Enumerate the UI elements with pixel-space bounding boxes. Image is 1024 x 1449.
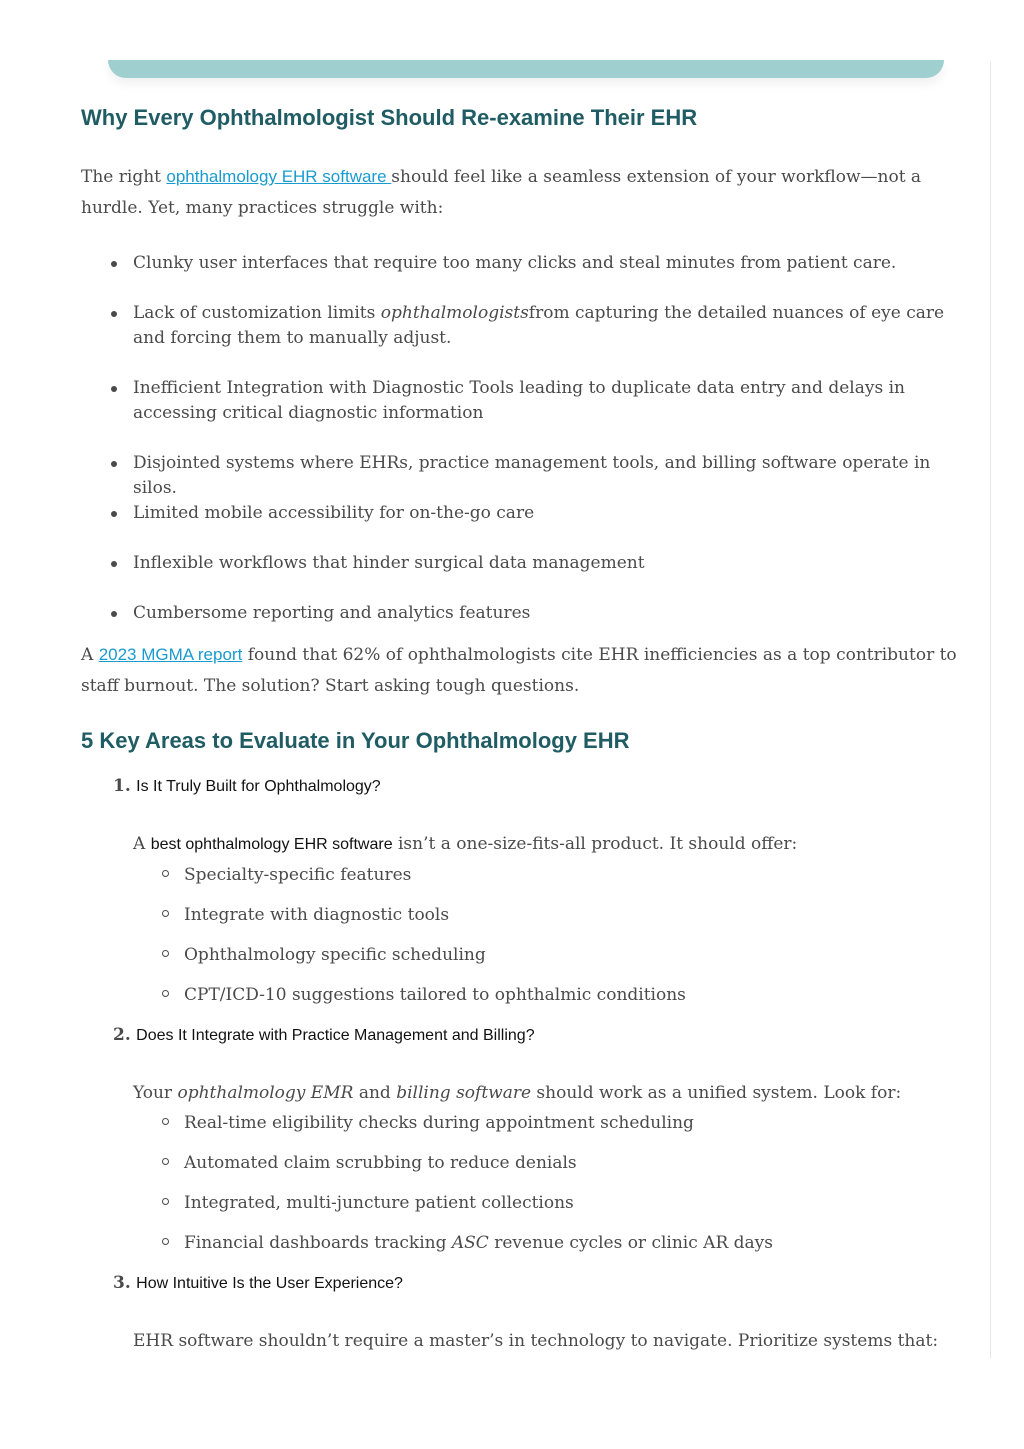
sub-list-item: Ophthalmology specific scheduling bbox=[184, 943, 944, 967]
list-item: Clunky user interfaces that require too many clicks and steal minutes from patient care. bbox=[133, 251, 953, 276]
section-title-why: Why Every Ophthalmologist Should Re-examine Their EHR bbox=[81, 105, 698, 130]
circle-bullet-icon bbox=[162, 950, 169, 957]
list-item: Lack of customization limits ophthalmologistsfrom capturing the detailed nuances of eye care and forcing them to manually adjust. bbox=[133, 301, 953, 351]
circle-bullet-icon bbox=[162, 1238, 169, 1245]
sub-list-item: Financial dashboards tracking ASC revenue cycles or clinic AR days bbox=[184, 1231, 944, 1255]
list-item: Cumbersome reporting and analytics features bbox=[133, 601, 953, 626]
mgma-report-link[interactable]: 2023 MGMA report bbox=[98, 645, 243, 664]
circle-bullet-icon bbox=[162, 1118, 169, 1125]
numbered-item-heading: 1. Is It Truly Built for Ophthalmology? bbox=[113, 776, 381, 796]
bullet-icon bbox=[111, 611, 117, 617]
section-title-key-areas: 5 Key Areas to Evaluate in Your Ophthalmology EHR bbox=[81, 728, 630, 753]
bullet-icon bbox=[111, 561, 117, 567]
ehr-software-link[interactable]: ophthalmology EHR software bbox=[166, 167, 392, 186]
bullet-icon bbox=[111, 461, 117, 467]
numbered-item-heading: 3. How Intuitive Is the User Experience? bbox=[113, 1273, 403, 1293]
sub-list-item: Automated claim scrubbing to reduce denials bbox=[184, 1151, 944, 1175]
circle-bullet-icon bbox=[162, 1158, 169, 1165]
header-banner bbox=[108, 60, 944, 78]
list-item: Inefficient Integration with Diagnostic Tools leading to duplicate data entry and delays in accessing critical diagnostic information bbox=[133, 376, 953, 426]
intro-paragraph bbox=[81, 161, 961, 224]
sub-list-item: Specialty-specific features bbox=[184, 863, 944, 887]
circle-bullet-icon bbox=[162, 870, 169, 877]
report-paragraph: A 2023 MGMA report found that 62% of ophthalmologists cite EHR inefficiencies as a top contributor to staff burnout. The solution? Start asking tough questions. bbox=[81, 645, 957, 696]
page-edge-divider bbox=[990, 62, 991, 1358]
bullet-icon bbox=[111, 261, 117, 267]
item-paragraph: EHR software shouldn’t require a master’s in technology to navigate. Prioritize systems that: bbox=[133, 1331, 939, 1351]
list-item: Limited mobile accessibility for on-the-go care bbox=[133, 501, 953, 526]
intro-text-start: The right bbox=[81, 167, 167, 187]
list-item: Inflexible workflows that hinder surgical data management bbox=[133, 551, 953, 576]
sub-list-item: CPT/ICD-10 suggestions tailored to ophthalmic conditions bbox=[184, 983, 944, 1007]
sub-list-item: Integrated, multi-juncture patient collections bbox=[184, 1191, 944, 1215]
item-paragraph: Your ophthalmology EMR and billing software should work as a unified system. Look for: bbox=[133, 1083, 902, 1103]
numbered-item-heading: 2. Does It Integrate with Practice Management and Billing? bbox=[113, 1025, 535, 1045]
bullet-icon bbox=[111, 511, 117, 517]
sub-list-item: Integrate with diagnostic tools bbox=[184, 903, 944, 927]
bullet-icon bbox=[111, 386, 117, 392]
list-item: Disjointed systems where EHRs, practice management tools, and billing software operate in silos. bbox=[133, 451, 953, 501]
bullet-icon bbox=[111, 311, 117, 317]
item-paragraph: A best ophthalmology EHR software isn’t a one-size-fits-all product. It should offer: bbox=[133, 834, 798, 854]
circle-bullet-icon bbox=[162, 1198, 169, 1205]
circle-bullet-icon bbox=[162, 910, 169, 917]
sub-list-item: Real-time eligibility checks during appointment scheduling bbox=[184, 1111, 944, 1135]
circle-bullet-icon bbox=[162, 990, 169, 997]
intro-text-end: should feel like a seamless extension of your workflow—not a hurdle. Yet, many practices struggle with: bbox=[81, 167, 922, 218]
